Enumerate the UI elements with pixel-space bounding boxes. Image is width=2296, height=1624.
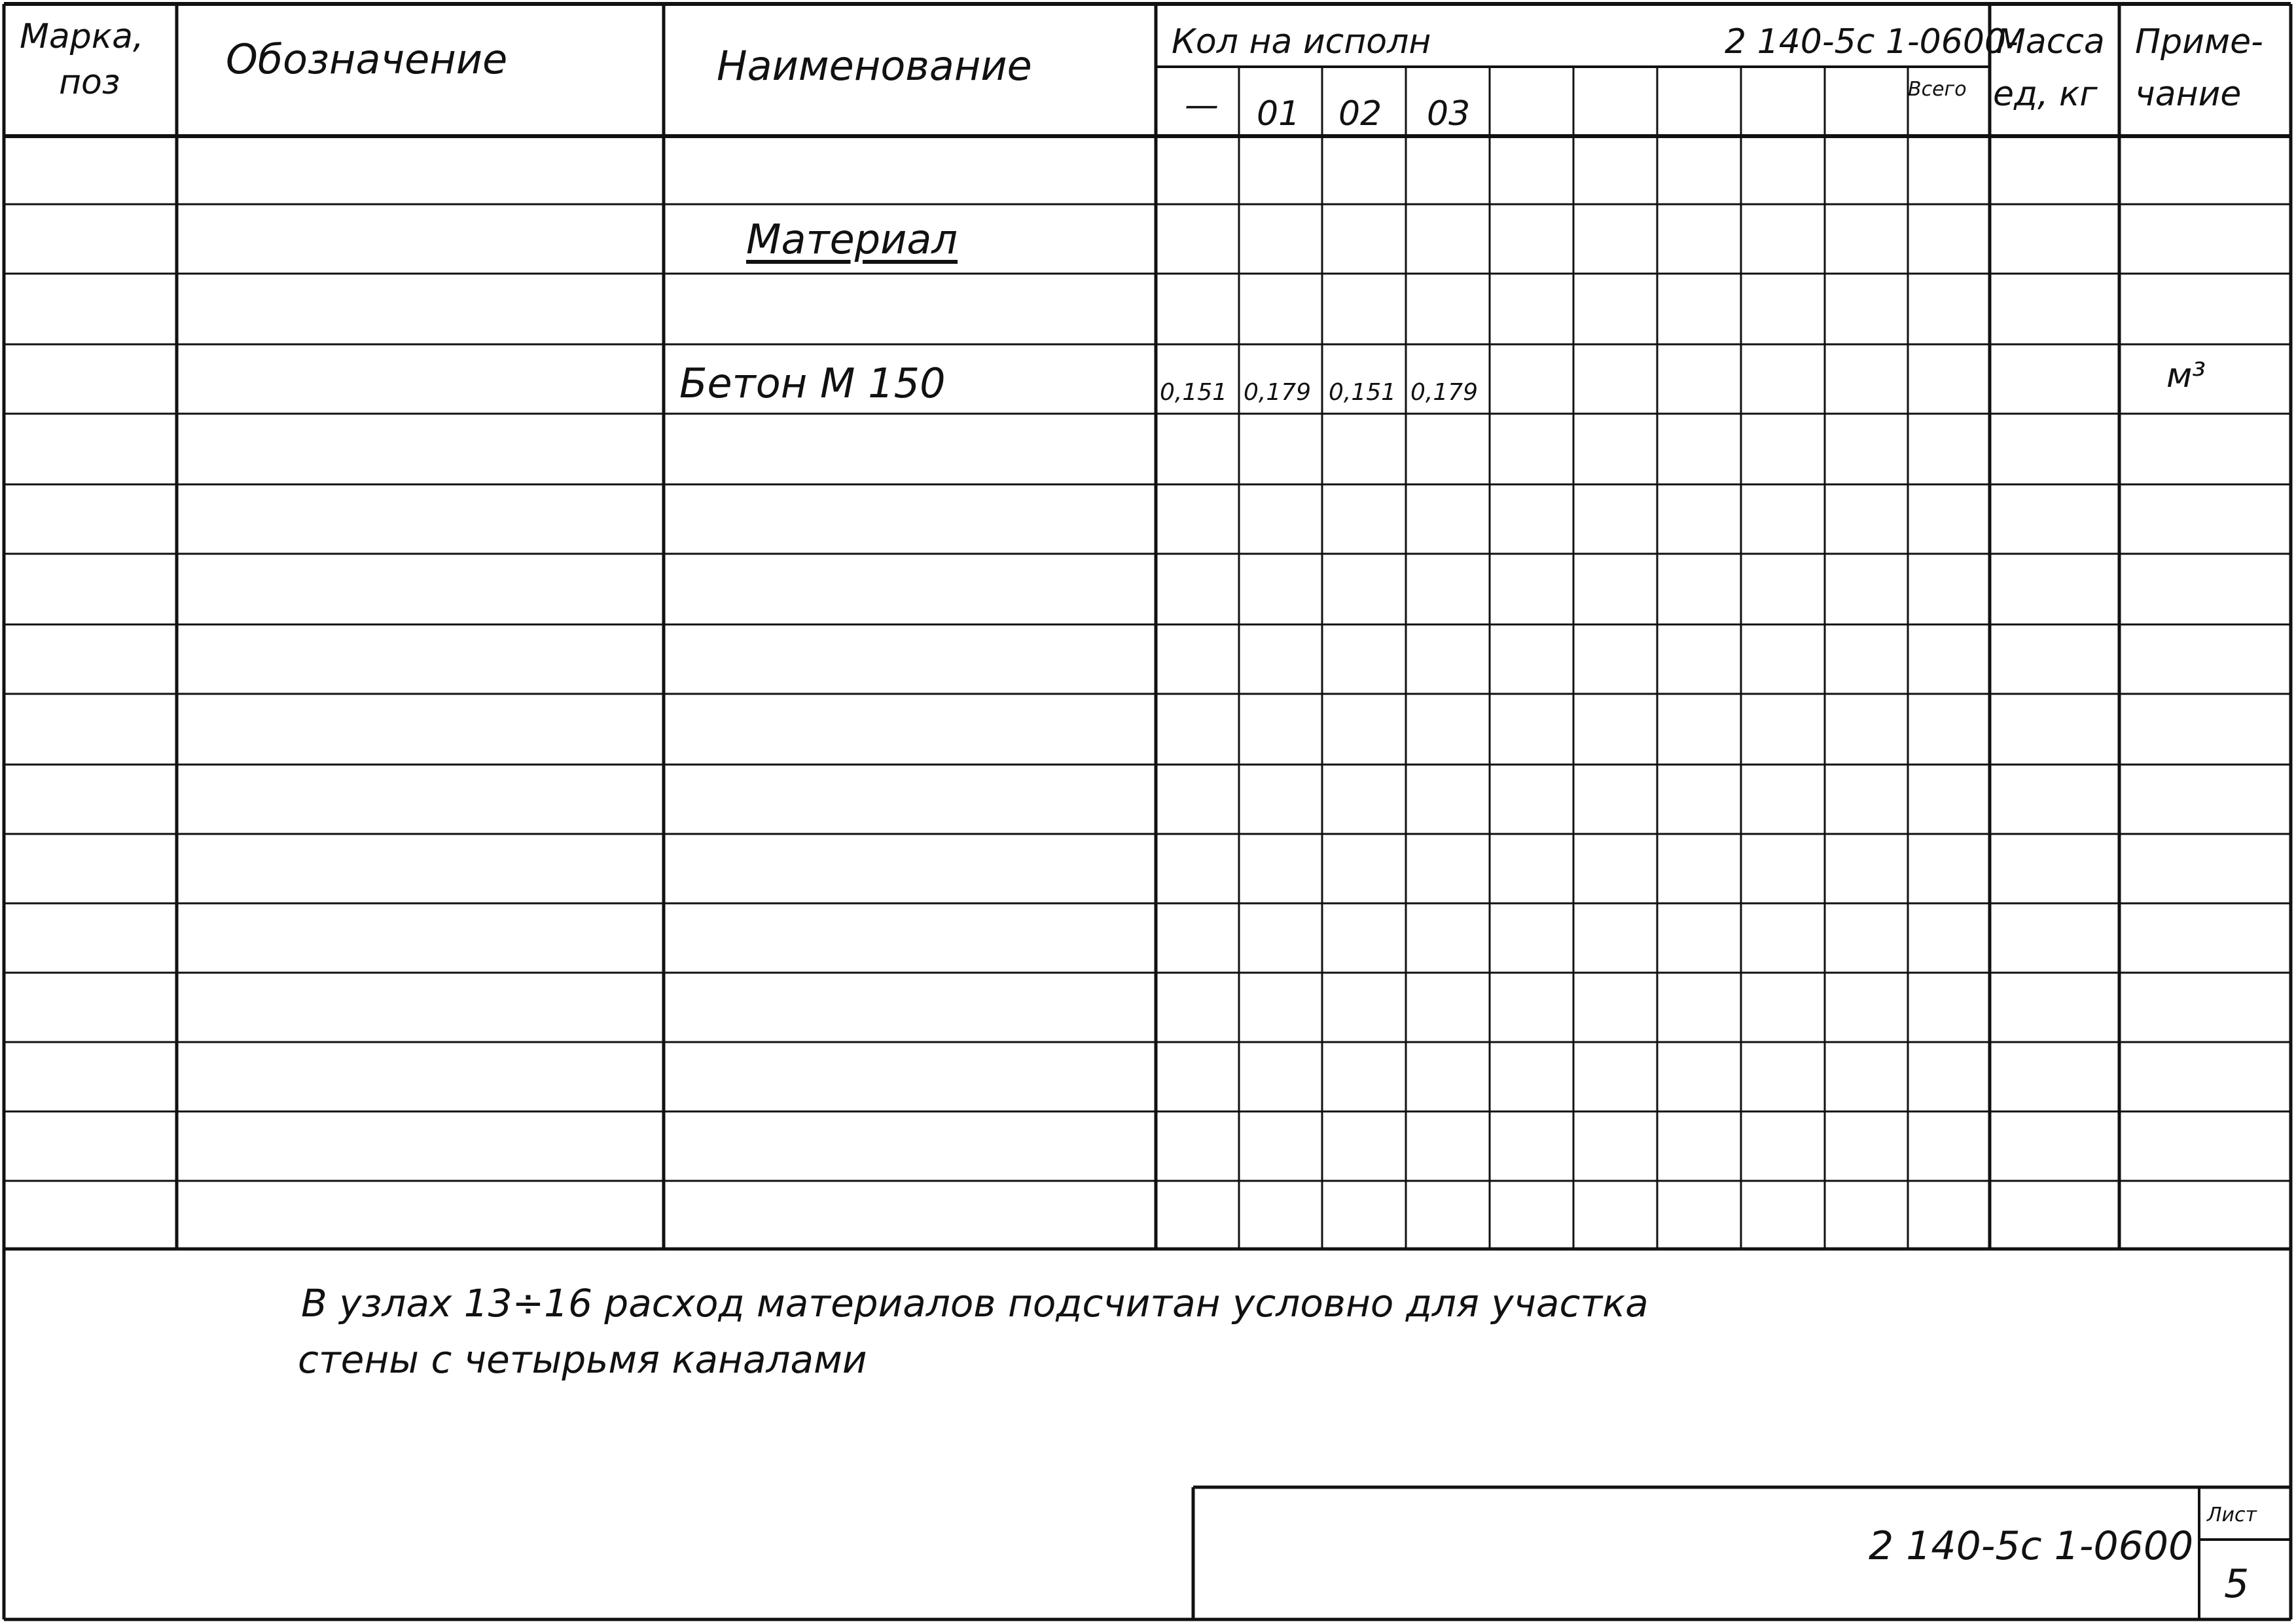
- title-block-sheet-label: Лист: [2207, 1504, 2257, 1526]
- header-mark-line2: поз: [59, 63, 120, 102]
- concrete-value-02: 0,151: [1329, 379, 1397, 406]
- header-note-line1: Приме-: [2135, 22, 2263, 62]
- concrete-value-03: 0,179: [1410, 379, 1479, 406]
- header-note-line2: чание: [2135, 75, 2242, 114]
- concrete-unit: м³: [2166, 356, 2206, 395]
- variant-01: 01: [1257, 94, 1300, 134]
- header-name: Наименование: [717, 42, 1032, 90]
- footnote-line2: стены с четырьмя каналами: [298, 1337, 867, 1382]
- header-mass-line1: Масса: [1996, 22, 2105, 62]
- title-block-code: 2 140-5с 1-0600: [1869, 1523, 2194, 1569]
- variant-03: 03: [1427, 94, 1471, 134]
- header-designation: Обозначение: [226, 35, 508, 83]
- concrete-value-base: 0,151: [1160, 379, 1228, 406]
- header-total: Всего: [1908, 78, 1967, 101]
- header-qty-label: Кол на исполн: [1172, 22, 1431, 62]
- title-block-sheet-number: 5: [2224, 1561, 2250, 1607]
- header-mark-line1: Марка,: [20, 17, 144, 56]
- concrete-value-01: 0,179: [1244, 379, 1312, 406]
- variant-base: —: [1185, 86, 1219, 125]
- footnote-line1: В узлах 13÷16 расход материалов подсчитан условно для участка: [301, 1281, 1649, 1326]
- section-title: Материал: [746, 215, 958, 263]
- concrete-name: Бетон М 150: [679, 359, 946, 407]
- header-mass-line2: ед, кг: [1993, 75, 2098, 114]
- variant-02: 02: [1338, 94, 1382, 134]
- header-doc-code: 2 140-5с 1-0600-: [1725, 22, 2018, 62]
